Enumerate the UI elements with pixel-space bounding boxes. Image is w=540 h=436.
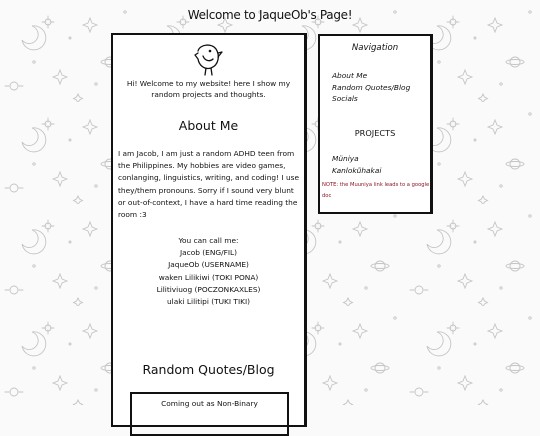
intro-text: Hi! Welcome to my website! here I show my random projects and thoughts. [126,79,291,99]
bird-icon [194,41,224,77]
nav-heading: Navigation [351,43,399,53]
nav-panel [318,34,433,214]
callme-name: Jacob (ENG/FIL) [179,248,238,258]
about-heading: About Me [178,118,239,133]
callme-heading: You can call me: [178,236,239,245]
nav-link-about[interactable]: About Me [332,71,368,80]
main-panel [111,33,307,427]
nav-link-socials[interactable]: Socials [332,94,358,103]
project-link-kanlokuhakai[interactable]: Kanlokũhakai [332,166,382,175]
callme-name: waken Lilikiwi (TOKI PONA) [158,272,259,282]
projects-note: NOTE: the Muuniya link leads to a google doc [322,182,430,199]
callme-name: ulaki Lilitipi (TUKI TIKI) [166,297,251,307]
projects-heading: PROJECTS [354,128,396,138]
project-links [332,153,381,177]
about-body: I am Jacob, I am just a random ADHD teen from the Philippines. My hobbies are video games, conlanging, linguistics, writing, and coding! I use they/them pronouns. Sorry if I sound very blunt or out-of-context, I have a hard time reading the room :3 [118,149,300,220]
callme-name: JaqueOb (USERNAME) [168,260,249,270]
quotes-entry-box[interactable] [130,392,289,436]
quotes-heading: Random Quotes/Blog [142,362,275,377]
nav-links [332,70,410,105]
project-link-muniya[interactable]: Müniya [332,154,359,163]
callme-name: Lilitiviuog (POCZONKAXLES) [156,284,261,294]
quotes-entry-title[interactable]: Coming out as Non-Binary [161,399,258,408]
site-title: Welcome to JaqueOb's Page! [187,8,353,22]
callme-section [113,235,304,308]
nav-link-quotes[interactable]: Random Quotes/Blog [332,82,411,92]
